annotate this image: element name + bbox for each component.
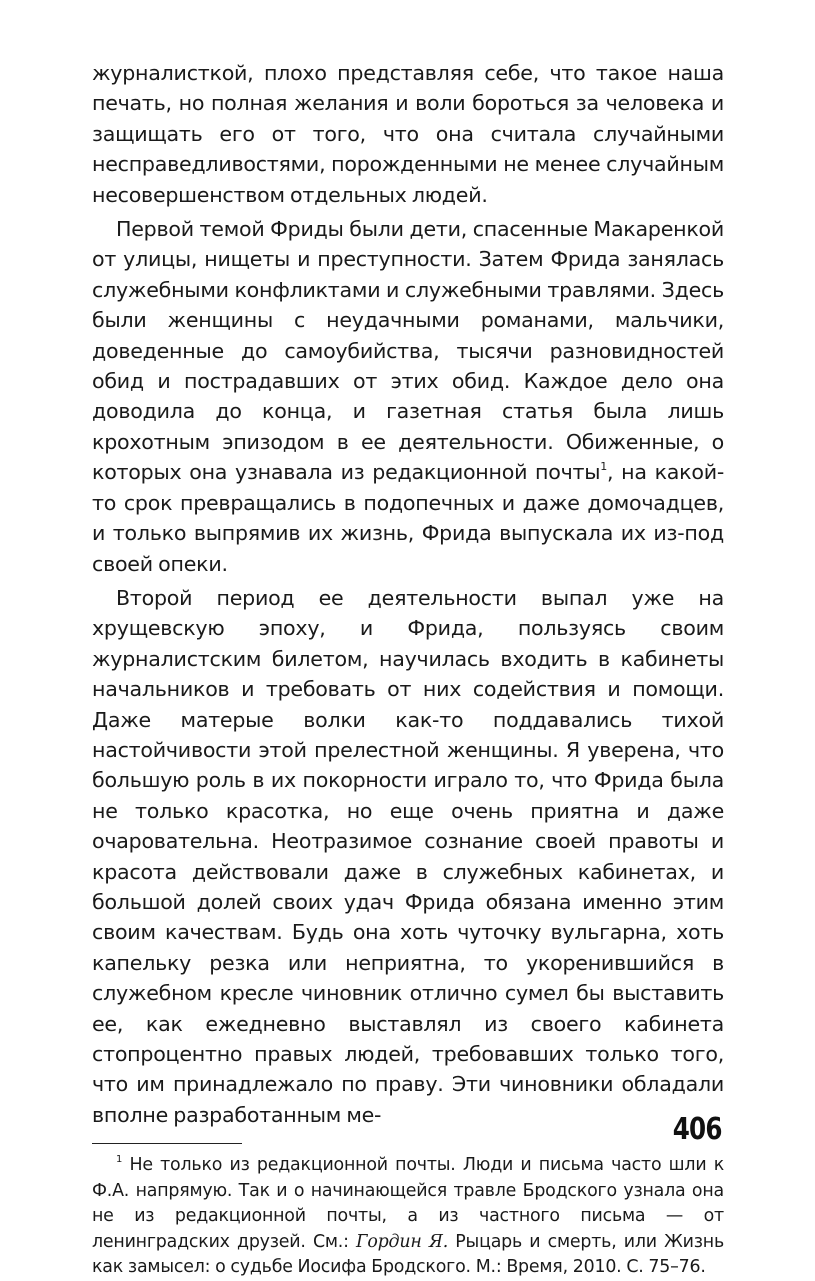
footnote-divider — [92, 1143, 242, 1144]
footnote-reference[interactable]: 1 — [600, 460, 608, 474]
paragraph-2: Первой темой Фриды были дети, спасенные Макаренкой от улицы, нищеты и преступности. Затем Фрида занялась служебными конфликтами и служебными травлями. Здесь были женщины с неудачными романами, мальчики, доведенные до самоубийства, тысячи разновидностей обид и пострадавших от этих обид. Каждое дело она доводила до конца, и газетная статья была лишь крохотным эпизодом в ее деятельности. Обиженные, о которых она узнавала из редакционной почты$^1$, на какой-то срок превращались в подопечных и даже домочадцев, и только выпрямив их жизнь, Фрида выпускала их из-под своей опеки. — [92, 217, 725, 576]
paragraph-3: Второй период ее деятельности выпал уже на хрущевскую эпоху, и Фрида, пользуясь своим журналистским билетом, научилась входить в кабинеты начальников и требовать от них содействия и помощи. Даже матерые волки как-то поддавались тихой настойчивости этой прелестной женщины. Я уверена, что большую роль в их покорности играло то, что Фрида была не только красотка, но еще очень приятна и даже очаровательна. Неотразимое сознание своей правоты и красота действовали даже в служебных кабинетах, и большой долей своих удач Фрида обязана именно этим своим качествам. Будь она хоть чуточку вульгарна, хоть капельку резка или неприятна, то укоренившийся в служебном кресле чиновник отлично сумел бы выставить ее, как ежедневно выставлял из своего кабинета стопроцентно правых людей, требовавших только того, что им принадлежало по праву. Эти чиновники обладали вполне разработанным ме- — [92, 585, 724, 1127]
footnote-marker: 1 — [116, 1154, 123, 1166]
page-number: 406 — [673, 1112, 722, 1147]
footnote: $^1$ Не только из редакционной почты. Люди и письма часто шли к Ф.А. напрямую. Так и о начинающейся травле Бродского узнала она не из редакционной почты, а из частного письма — от ленинградских друзей. См.: Гордин Я. Рыцарь и смерть, или Жизнь как замысел: о судьбе Иосифа Бродского. М.: Время, 2010. С. 75–76. — [92, 1154, 724, 1278]
footnote-author: Гордин Я. — [356, 1231, 449, 1252]
paragraph-1: журналисткой, плохо представляя себе, что такое наша печать, но полная желания и воли бороться за человека и защищать его от того, что она считала случайными несправедливостями, порожденными не менее случайным несовершенством отдельных людей. — [92, 61, 724, 207]
page-body — [92, 58, 724, 1281]
